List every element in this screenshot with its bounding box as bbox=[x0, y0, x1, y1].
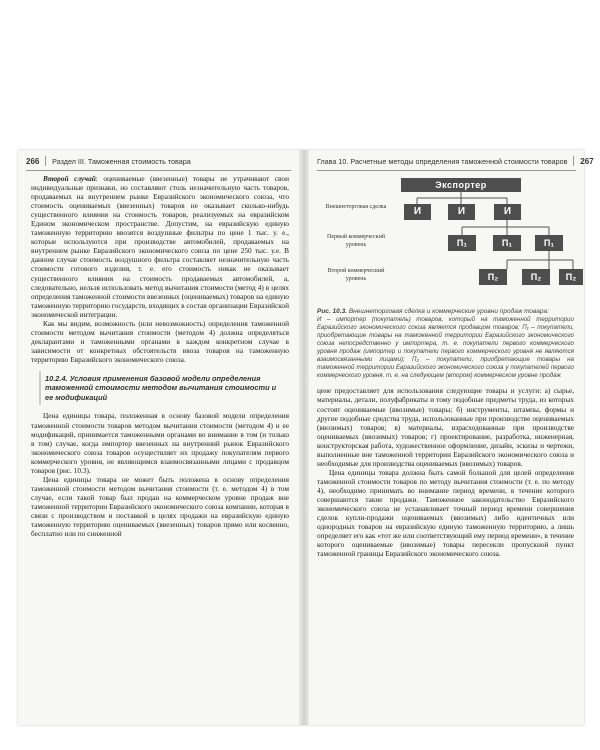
exporter-box: Экспортер bbox=[401, 178, 521, 192]
right-page bbox=[309, 150, 594, 725]
importer-box: И bbox=[404, 204, 431, 220]
buyer-level1-box: П₁ bbox=[535, 235, 563, 251]
page-number: 267 bbox=[580, 157, 594, 166]
paragraph-unit-price: Цена единицы товара, положенная в основу базовой модели определения таможенной стоимости товаров методом вычитания стоимости (методом 4) и ее модификаций, принимается таможенными органами во внимание в том (и только в том) случае, когда импортер ввезенных на внутренний рынок Евразийского экономического союза товаров осуществляет их продажу покупателям первого коммерческого уровня, не являющимся взаимосвязанными лицами с продавцом товаров (рис. 10.3). bbox=[31, 411, 289, 475]
right-text bbox=[317, 386, 574, 558]
page-number: 266 bbox=[26, 157, 40, 166]
running-title: Глава 10. Расчетные методы определения таможенной стоимости товаров bbox=[317, 157, 568, 166]
buyer-level2-box: П₂ bbox=[559, 269, 583, 285]
caption-number: Рис. 10.3. bbox=[317, 308, 347, 315]
lead-phrase: Второй случай bbox=[43, 174, 96, 183]
label-foreign-trade: Внешнеторговая сделка bbox=[325, 204, 387, 210]
paragraph-possibility: Как мы видим, возможность (или невозможность) определения таможенной стоимости методом вычитания стоимости (методом 4) должна определяться декларантами и таможенными органами в каждом конкретном случае в зависимости от конкретных обстоятельств ввоза товаров на таможенную территорию Евразийского экономического союза. bbox=[31, 318, 289, 364]
label-second-level: Второй коммерческий уровень bbox=[327, 268, 385, 282]
figure-caption bbox=[317, 308, 574, 380]
running-header-left bbox=[26, 156, 291, 171]
paragraph-time-period: Цена единицы товара должна быть самой большой для целей определения таможенной стоимости товаров по методу вычитания стоимости (т. е. по методу 4), необходимо принимать во внимание период времени, в течение которого совершаются такие продажи. Таможенное законодательство Евразийского экономического союза не устанавливает точный период времени совершения сделок купли-продажи оцениваемых (ввозимых) либо идентичных или однородных товаров на евразийскую единую таможенную территорию, а лишь определяет его как «тот же или соответствующий ему период времени», в течение которого оцениваемые (ввозимые) товары пересекли пропускной пункт таможенной границы Евразийского экономического союза. bbox=[317, 467, 574, 559]
paragraph-second-case bbox=[31, 174, 289, 319]
running-title: Раздел III. Таможенная стоимость товара bbox=[52, 157, 191, 166]
right-body bbox=[317, 174, 577, 559]
buyer-level1-box: П₁ bbox=[448, 235, 476, 251]
buyer-level2-box: П₂ bbox=[479, 269, 507, 285]
running-header-right bbox=[317, 156, 594, 171]
left-body bbox=[31, 174, 289, 538]
caption-text: Внешнеторговая сделка и коммерческие уровни продаж товара: bbox=[348, 308, 549, 315]
section-heading: 10.2.4. Условия применения базовой модели определения таможенной стоимости методом вычитания стоимости и ее модификаций bbox=[39, 371, 289, 406]
left-page bbox=[18, 150, 299, 725]
importer-box: И bbox=[448, 204, 475, 220]
paragraph-continued: цене предоставляет для использования следующие товары и услуги: а) сырье, материалы, детали, полуфабрикаты и тому подобные предметы труда, из которых состоят оцениваемые (ввозимые) товары; б) инструменты, штампы, формы и другие подобные средства труда, использованные при производстве оцениваемых (ввозимых) товаров; в) материалы, израсходованные при производстве оцениваемых (ввозимых) товаров; г) проектирование, разработка, инженерная, конструкторская работа, художественное оформление, дизайн, эскизы и чертежи, выполненные вне таможенной территории Евразийского экономического союза и необходимые для производства оцениваемых (ввозимых) товаров. bbox=[317, 386, 574, 468]
book-spread bbox=[18, 150, 594, 725]
importer-box: И bbox=[494, 204, 521, 220]
buyer-level1-box: П₁ bbox=[493, 235, 521, 251]
paragraph-text: : оцениваемые (ввезенные) товары не утрачивают свои индивидуальные признаки, но составляют столь незначительную часть товаров, продаваемых на внутреннем рынке Евразийского экономического союза, что стоимость оцениваемых (ввезенных) товаров не оказывает сколько-нибудь существенного влияния на стоимость товаров, реализуемых на евразийском Едином экономическом пространстве. Допустим, на евразийскую единую таможенную территорию ввозятся воздушные фильтры по цене 1 тыс. у. е., которые используются при производстве автомобилей, продаваемых на внутреннем рынке Евразийского экономического союза по цене 250 тыс. у.е. В данном случае стоимость воздушного фильтра составляет незначительную часть стоимости готового изделия, т. е. его стоимость никак не оказывает существенного влияния на стоимость продаваемых автомобилей, а, следовательно, нельзя использовать метод вычитания стоимости (метод 4) в целях определения таможенной стоимости ввезенных (оцениваемых) товаров на единую таможенную территорию государств, входящих в состав организации Евразийской экономической интеграции. bbox=[31, 174, 289, 319]
buyer-level2-box: П₂ bbox=[522, 269, 550, 285]
book-gutter bbox=[299, 150, 309, 725]
label-first-level: Первый коммерческий уровень bbox=[326, 234, 385, 248]
sales-levels-diagram bbox=[317, 176, 577, 304]
paragraph-unit-price-2: Цена единицы товара не может быть положена в основу определения таможенной стоимости методом вычитания стоимости (т. е. методом 4) в том случае, если такой товар был продан на коммерческом уровне продаж вне таможенной территории Евразийского экономического союза компании, которая в связи с производством и поставкой в целях продажи на евразийскую единую таможенную территорию оцениваемых (ввезенных) товаров прямо или косвенно, бесплатно или по сниженной bbox=[31, 474, 289, 539]
caption-legend: И – импортер (покупатель) товаров, который на таможенной территории Евразийского экономического союза является продавцом товаров; П₁ – покупатели, приобретающие товары на таможенной территории Евразийского экономического союза непосредственно у импортера, т. е. покупатели первого коммерческого уровня продаж (импортер и покупатели первого коммерческого уровня не являются взаимосвязанными лицами); П₂ – покупатели, приобретающие товары на таможенной территории Евразийского экономического союза у покупателей первого коммерческого уровня, т. е. на следующем (втором) коммерческом уровне продаж bbox=[317, 316, 574, 380]
